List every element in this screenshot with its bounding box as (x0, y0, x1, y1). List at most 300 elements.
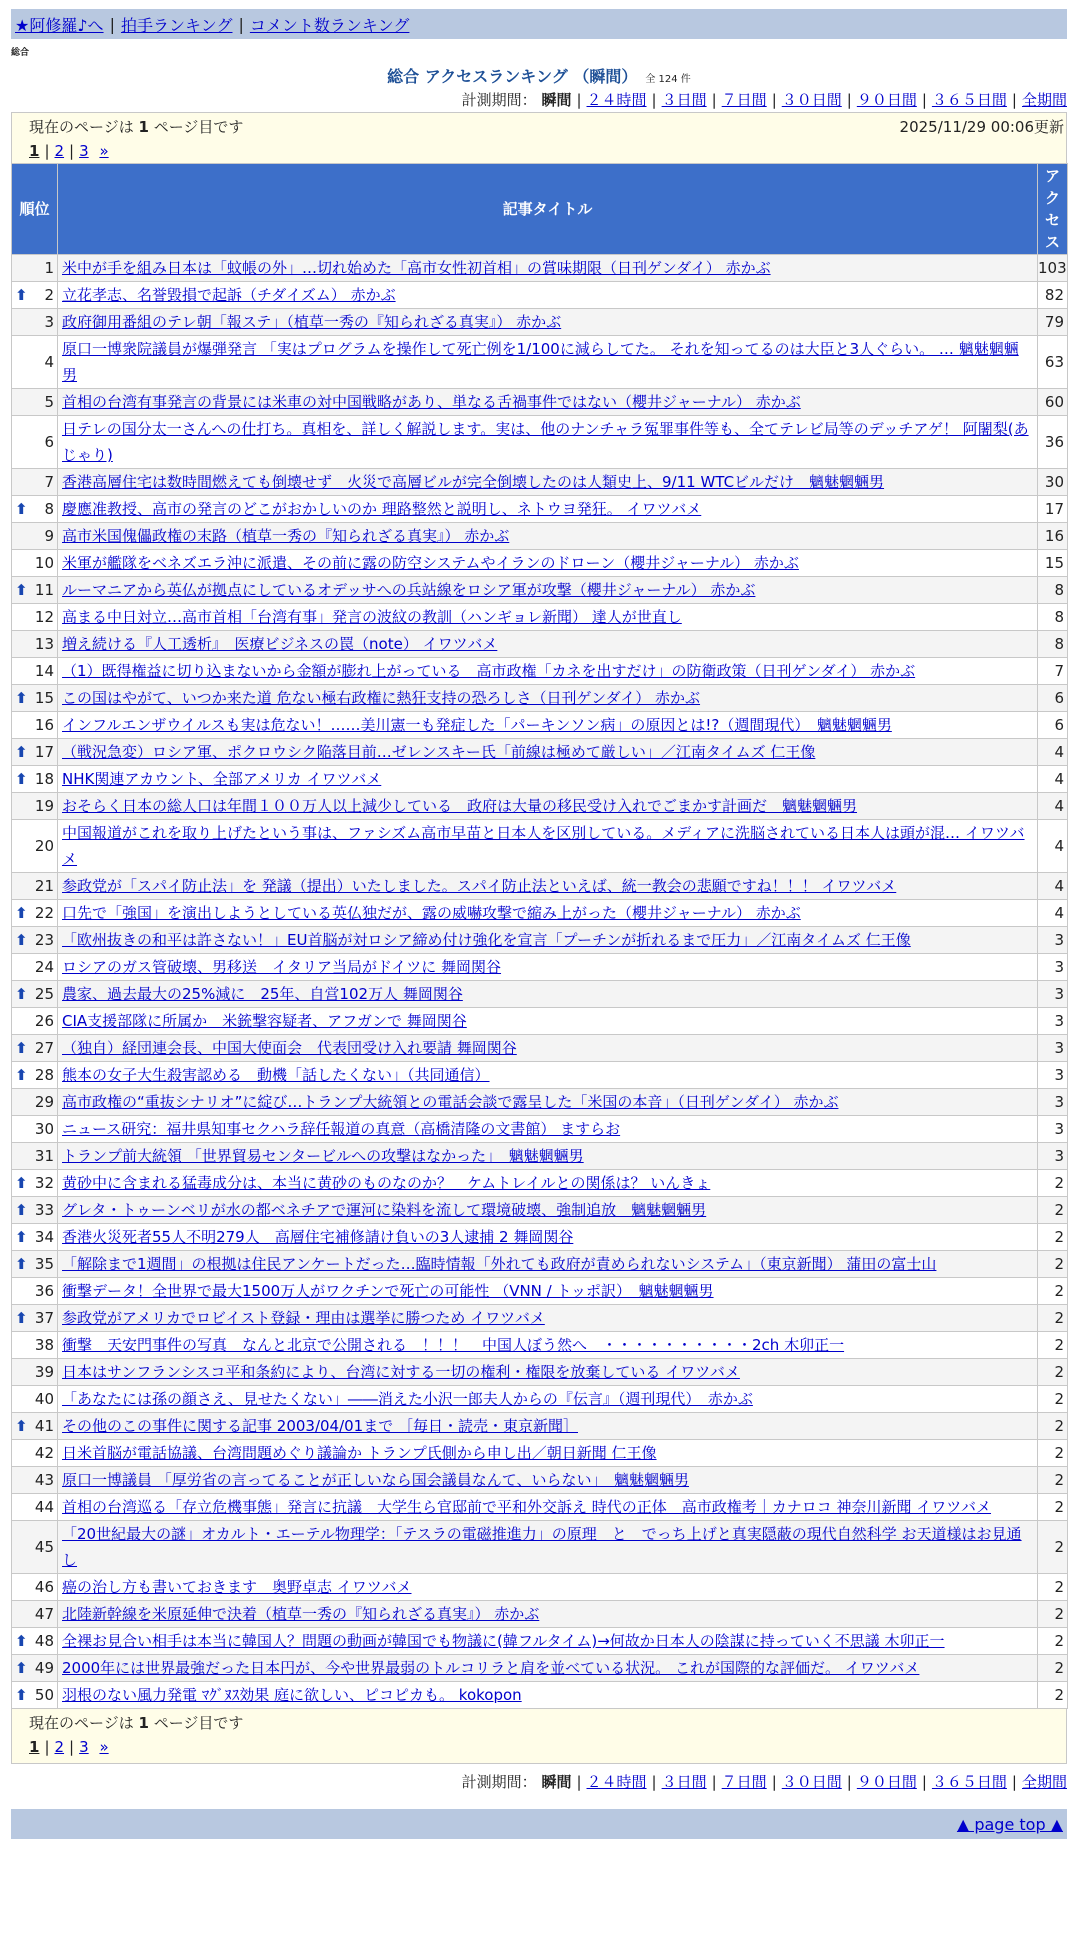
updated-timestamp: 2025/11/29 00:06更新 (899, 118, 1064, 136)
rank-cell (12, 1440, 58, 1467)
page-link[interactable]: 3 (79, 142, 89, 160)
rank-cell (12, 1143, 58, 1170)
article-title-link[interactable]: 日米首脳が電話協議、台湾問題めぐり議論か トランプ氏側から申し出／朝日新聞 仁王像 (62, 1444, 657, 1462)
rank-cell (12, 577, 58, 604)
rank-number: 16 (34, 716, 54, 734)
period-separator: | (1011, 1773, 1017, 1791)
rank-cell (12, 1062, 58, 1089)
table-row (12, 900, 1068, 927)
article-title-link[interactable]: 日テレの国分太一さんへの仕打ち。真相を、詳しく解説します。実は、他のナンチャラ冤罪事件等も、全てテレビ局等のデッチアゲ！ 阿闍梨(あじゃり) (62, 420, 1029, 464)
rank-cell (12, 1089, 58, 1116)
page-current[interactable]: 1 (29, 1738, 40, 1756)
title-cell (58, 1278, 1038, 1305)
table-row (12, 1305, 1068, 1332)
access-count: 2 (1038, 1197, 1068, 1224)
table-row (12, 309, 1068, 336)
title-cell (58, 309, 1038, 336)
period-link[interactable]: 全期間 (1021, 1773, 1067, 1791)
table-row (12, 1278, 1068, 1305)
rank-number: 27 (34, 1039, 54, 1057)
rank-cell (12, 873, 58, 900)
table-row (12, 1682, 1068, 1709)
up-arrow-icon: ⬆ (15, 1309, 28, 1327)
article-title-link[interactable]: 参政党が「スパイ防止法」を 発議（提出）いたしました。スパイ防止法といえば、統一教会の悲願ですね！！！ イワツバメ (62, 877, 897, 895)
page-title (11, 66, 1067, 88)
up-arrow-icon: ⬆ (15, 581, 28, 599)
rank-cell (12, 336, 58, 389)
title-cell (58, 927, 1038, 954)
title-cell (58, 1628, 1038, 1655)
table-row (12, 1251, 1068, 1278)
page-link[interactable]: 2 (54, 1738, 65, 1756)
table-row (12, 577, 1068, 604)
rank-cell (12, 900, 58, 927)
article-title-link[interactable]: （独自）経団連会長、中国大使面会 代表団受け入れ要請 舞岡関谷 (62, 1039, 517, 1057)
access-count: 3 (1038, 927, 1068, 954)
title-cell (58, 900, 1038, 927)
access-count: 3 (1038, 1089, 1068, 1116)
table-row (12, 1574, 1068, 1601)
rank-cell (12, 1251, 58, 1278)
rank-cell (12, 981, 58, 1008)
article-title-link[interactable]: 中国報道がこれを取り上げたという事は、ファシズム高市早苗と日本人を区別している。メディアに洗脳されている日本人は頭が混… イワツバメ (62, 824, 1025, 868)
article-title-link[interactable]: 北陸新幹線を米原延伸で決着（植草一秀の『知られざる真実』） 赤かぶ (62, 1605, 540, 1623)
title-cell (58, 873, 1038, 900)
period-label: 計測期間： (461, 1773, 537, 1791)
rank-number: 9 (44, 527, 54, 545)
table-row (12, 1062, 1068, 1089)
rank-number: 20 (34, 837, 54, 855)
rank-number: 22 (34, 904, 54, 922)
rank-number: 38 (34, 1336, 54, 1354)
up-arrow-icon: ⬆ (15, 770, 28, 788)
period-link[interactable]: ２４時間 (586, 91, 647, 109)
rank-number: 3 (44, 313, 54, 331)
table-row (12, 1089, 1068, 1116)
title-cell (58, 1359, 1038, 1386)
access-count: 36 (1038, 416, 1068, 469)
article-title-link[interactable]: 癌の治し方も書いておきます 奥野卓志 イワツバメ (62, 1578, 412, 1596)
rank-number: 47 (34, 1605, 54, 1623)
article-title-link[interactable]: 「あなたには孫の顔さえ、見せたくない」――消えた小沢一郎夫人からの『伝言』（週刊現代） 赤かぶ (62, 1390, 753, 1408)
article-title-link[interactable]: ルーマニアから英仏が拠点にしているオデッサへの兵站線をロシア軍が攻撃（櫻井ジャーナル） 赤かぶ (62, 581, 756, 599)
page-current[interactable]: 1 (29, 142, 40, 160)
page-info-footer (11, 1709, 1067, 1764)
rank-cell (12, 1278, 58, 1305)
table-row (12, 1628, 1068, 1655)
article-title-link[interactable]: 日本はサンフランシスコ平和条約により、台湾に対する一切の権利・権限を放棄している イワツバメ (62, 1363, 740, 1381)
page-link[interactable]: 3 (79, 1738, 89, 1756)
rank-cell (12, 712, 58, 739)
rank-cell (12, 389, 58, 416)
access-count: 2 (1038, 1601, 1068, 1628)
clap-ranking-link[interactable]: 拍手ランキング (120, 15, 233, 35)
table-row (12, 389, 1068, 416)
rank-cell (12, 631, 58, 658)
up-arrow-icon: ⬆ (15, 1417, 28, 1435)
article-title-link[interactable]: 香港高層住宅は数時間燃えても倒壊せず 火災で高層ビルが完全倒壊したのは人類史上、9/11 WTCビルだけ 魑魅魍魎男 (62, 473, 885, 491)
total-count: 全 124 件 (645, 74, 691, 85)
period-current: 瞬間 (541, 1773, 572, 1791)
table-row (12, 336, 1068, 389)
article-title-link[interactable]: トランプ前大統領 「世界貿易センタービルへの攻撃はなかった」 魑魅魍魎男 (62, 1147, 584, 1165)
rank-number: 46 (34, 1578, 54, 1596)
table-row (12, 685, 1068, 712)
article-title-link[interactable]: （1）既得権益に切り込まないから金額が膨れ上がっている 高市政権「カネを出すだけ」の防衛政策（日刊ゲンダイ） 赤かぶ (62, 662, 916, 680)
page-info-box (11, 112, 1067, 163)
table-row (12, 1521, 1068, 1574)
access-count: 3 (1038, 981, 1068, 1008)
rank-number: 23 (34, 931, 54, 949)
rank-number: 8 (44, 500, 54, 518)
table-row (12, 712, 1068, 739)
table-row (12, 1440, 1068, 1467)
rank-cell (12, 1494, 58, 1521)
article-title-link[interactable]: 全裸お見合い相手は本当に韓国人？問題の動画が韓国でも物議に(韓フルタイム)→何故か日本人の陰謀に持っていく不思議 木卯正一 (62, 1632, 945, 1650)
title-cell (58, 1035, 1038, 1062)
access-count: 79 (1038, 309, 1068, 336)
article-title-link[interactable]: 高市米国傀儡政権の末路（植草一秀の『知られざる真実』） 赤かぶ (62, 527, 510, 545)
table-row (12, 550, 1068, 577)
title-cell (58, 793, 1038, 820)
period-separator: | (771, 91, 777, 109)
up-arrow-icon: ⬆ (15, 1659, 28, 1677)
period-separator: | (771, 1773, 777, 1791)
article-title-link[interactable]: 衝撃データ！全世界で最大1500万人がワクチンで死亡の可能性 （VNN / トッポ訳） 魑魅魍魎男 (62, 1282, 714, 1300)
up-arrow-icon: ⬆ (15, 1201, 28, 1219)
article-title-link[interactable]: 「解除まで1週間」の根拠は住民アンケートだった…臨時情報「外れても政府が責められないシステム」（東京新聞） 蒲田の富士山 (62, 1255, 937, 1273)
article-title-link[interactable]: その他のこの事件に関する記事 2003/04/01まで ［毎日・読売・東京新聞］ (62, 1417, 578, 1435)
period-separator: | (576, 91, 582, 109)
rank-number: 6 (44, 433, 54, 451)
title-cell (58, 1197, 1038, 1224)
title-cell (58, 1224, 1038, 1251)
title-cell (58, 1440, 1038, 1467)
access-count: 63 (1038, 336, 1068, 389)
table-row (12, 469, 1068, 496)
rank-number: 35 (34, 1255, 54, 1273)
table-row (12, 604, 1068, 631)
rank-cell (12, 550, 58, 577)
table-row (12, 416, 1068, 469)
access-count: 103 (1038, 255, 1068, 282)
access-count: 3 (1038, 1116, 1068, 1143)
table-row (12, 1170, 1068, 1197)
page-separator: | (44, 142, 50, 160)
rank-number: 7 (44, 473, 54, 491)
title-cell (58, 685, 1038, 712)
period-selector (11, 88, 1067, 112)
title-cell (58, 416, 1038, 469)
article-title-link[interactable]: 高市政権の“重抜シナリオ”に綻び…トランプ大統領との電話会談で露呈した「米国の本音」（日刊ゲンダイ） 赤かぶ (62, 1093, 839, 1111)
article-title-link[interactable]: 首相の台湾有事発言の背景には米車の対中国戦略があり、単なる舌禍事件ではない（櫻井ジャーナル） 赤かぶ (62, 393, 801, 411)
access-count: 3 (1038, 1035, 1068, 1062)
period-separator: | (846, 1773, 852, 1791)
rank-number: 4 (44, 353, 54, 371)
rank-cell (12, 766, 58, 793)
access-count: 4 (1038, 739, 1068, 766)
article-title-link[interactable]: 「欧州抜きの和平は許さない！」EU首脳が対ロシア締め付け強化を宣言「プーチンが折れるまで圧力」／江南タイムズ 仁王像 (62, 931, 911, 949)
rank-cell (12, 604, 58, 631)
rank-number: 34 (34, 1228, 54, 1246)
current-page-text: 現在のページは 1 ページ目です (29, 1714, 244, 1732)
title-cell (58, 1601, 1038, 1628)
access-count: 2 (1038, 1170, 1068, 1197)
article-title-link[interactable]: 高まる中日対立…高市首相「台湾有事」発言の波紋の教訓（ハンギョレ新聞） 達人が世直し (62, 608, 682, 626)
table-row (12, 1008, 1068, 1035)
table-row (12, 1467, 1068, 1494)
article-title-link[interactable]: 羽根のない風力発電 ﾏｸﾞﾇｽ効果 庭に欲しい、ピコピカも。 kokopon (62, 1686, 522, 1704)
period-link[interactable]: ７日間 (721, 1773, 767, 1791)
period-link[interactable]: ３０日間 (781, 1773, 842, 1791)
access-count: 2 (1038, 1655, 1068, 1682)
title-cell (58, 389, 1038, 416)
rank-cell (12, 309, 58, 336)
page-next-link[interactable]: » (99, 142, 109, 160)
rank-cell (12, 1574, 58, 1601)
rank-number: 48 (34, 1632, 54, 1650)
page-top-link[interactable]: ▲ page top ▲ (956, 1814, 1063, 1834)
rank-cell (12, 954, 58, 981)
access-count: 4 (1038, 766, 1068, 793)
access-count: 15 (1038, 550, 1068, 577)
article-title-link[interactable]: 熊本の女子大生殺害認める 動機「話したくない」（共同通信） (62, 1066, 490, 1084)
title-header: 記事タイトル (58, 164, 1038, 255)
table-row (12, 1224, 1068, 1251)
access-count: 2 (1038, 1628, 1068, 1655)
period-link[interactable]: ３６５日間 (931, 91, 1007, 109)
period-link[interactable]: ３日間 (661, 1773, 707, 1791)
table-row (12, 954, 1068, 981)
article-title-link[interactable]: 2000年には世界最強だった日本円が、今や世界最弱のトルコリラと肩を並べている状況。 これが国際的な評価だ。 イワツバメ (62, 1659, 920, 1677)
nav-separator: | (109, 14, 115, 34)
access-count: 4 (1038, 900, 1068, 927)
article-title-link[interactable]: 政府御用番組のテレ朝「報ステ」（植草一秀の『知られざる真実』） 赤かぶ (62, 313, 562, 331)
bottom-bar (11, 1809, 1067, 1839)
access-count: 4 (1038, 820, 1068, 873)
rank-number: 19 (34, 797, 54, 815)
period-separator: | (921, 91, 927, 109)
access-count: 2 (1038, 1494, 1068, 1521)
home-link[interactable]: ★阿修羅♪へ (15, 15, 104, 35)
up-arrow-icon: ⬆ (15, 1686, 28, 1704)
rank-cell (12, 927, 58, 954)
article-title-link[interactable]: （戦況急変）ロシア軍、ポクロウシク陥落目前…ゼレンスキー氏「前線は極めて厳しい」／江南タイムズ 仁王像 (62, 743, 816, 761)
access-count: 30 (1038, 469, 1068, 496)
rank-cell (12, 523, 58, 550)
page-next-link[interactable]: » (99, 1738, 109, 1756)
period-separator: | (1011, 91, 1017, 109)
rank-number: 43 (34, 1471, 54, 1489)
table-row (12, 1116, 1068, 1143)
title-cell (58, 739, 1038, 766)
article-title-link[interactable]: 立花孝志、名誉毀損で起訴（チダイズム） 赤かぶ (62, 286, 396, 304)
rank-cell (12, 1197, 58, 1224)
rank-cell (12, 1521, 58, 1574)
article-title-link[interactable]: 衝撃 天安門事件の写真 なんと北京で公開される ！！！ 中国人ぼう然へ ・・・・・・・・・・2ch 木卯正一 (62, 1336, 845, 1354)
rank-number: 10 (34, 554, 54, 572)
title-cell (58, 658, 1038, 685)
access-count: 60 (1038, 389, 1068, 416)
article-title-link[interactable]: インフルエンザウイルスも実は危ない！……美川憲一も発症した「パーキンソン病」の原因とは!?（週間現代） 魑魅魍魎男 (62, 716, 892, 734)
period-link[interactable]: ２４時間 (586, 1773, 647, 1791)
article-title-link[interactable]: 参政党がアメリカでロビイスト登録・理由は選挙に勝つため イワツバメ (62, 1309, 545, 1327)
up-arrow-icon: ⬆ (15, 286, 28, 304)
rank-number: 25 (34, 985, 54, 1003)
period-link[interactable]: ３日間 (661, 91, 707, 109)
pagination (29, 139, 1064, 163)
table-row (12, 1143, 1068, 1170)
title-cell (58, 282, 1038, 309)
up-arrow-icon: ⬆ (15, 689, 28, 707)
access-count: 2 (1038, 1682, 1068, 1709)
rank-number: 31 (34, 1147, 54, 1165)
nav-separator: | (238, 14, 244, 34)
article-title-link[interactable]: 慶應准教授、高市の発言のどこがおかしいのか 理路整然と説明し、ネトウヨ発狂。 イワツバメ (62, 500, 702, 518)
article-title-link[interactable]: 香港火災死者55人不明279人 高層住宅補修請け負いの3人逮捕 2 舞岡関谷 (62, 1228, 574, 1246)
title-cell (58, 1574, 1038, 1601)
article-title-link[interactable]: NHK関連アカウント、全部アメリカ イワツバメ (62, 770, 382, 788)
up-arrow-icon: ⬆ (15, 1039, 28, 1057)
table-row (12, 255, 1068, 282)
rank-number: 18 (34, 770, 54, 788)
title-cell (58, 523, 1038, 550)
rank-number: 39 (34, 1363, 54, 1381)
title-cell (58, 1655, 1038, 1682)
period-link[interactable]: ３０日間 (781, 91, 842, 109)
access-count: 3 (1038, 954, 1068, 981)
table-row (12, 873, 1068, 900)
article-title-link[interactable]: 「20世紀最大の謎」オカルト・エーテル物理学：「テスラの電磁推進力」の原理 と でっち上げと真実隠蔽の現代自然科学 お天道様はお見通し (62, 1525, 1022, 1569)
title-cell (58, 766, 1038, 793)
period-link[interactable]: ７日間 (721, 91, 767, 109)
title-cell (58, 1116, 1038, 1143)
title-cell (58, 255, 1038, 282)
access-count: 3 (1038, 1008, 1068, 1035)
access-count: 6 (1038, 712, 1068, 739)
period-link[interactable]: ９０日間 (856, 1773, 917, 1791)
rank-number: 50 (34, 1686, 54, 1704)
period-link[interactable]: 全期間 (1021, 91, 1067, 109)
rank-cell (12, 1170, 58, 1197)
rank-cell (12, 685, 58, 712)
article-title-link[interactable]: 原口一博議員 「厚労省の言ってることが正しいなら国会議員なんて、いらない」 魑魅魍魎男 (62, 1471, 689, 1489)
page (11, 9, 1067, 1839)
table-row (12, 1494, 1068, 1521)
article-title-link[interactable]: ニュース研究：福井県知事セクハラ辞任報道の真意（高橋清隆の文書館） ますらお (62, 1120, 621, 1138)
article-title-link[interactable]: CIA支援部隊に所属か 米銃撃容疑者、アフガンで 舞岡関谷 (62, 1012, 467, 1030)
rank-number: 24 (34, 958, 54, 976)
period-link[interactable]: ９０日間 (856, 91, 917, 109)
period-separator: | (651, 1773, 657, 1791)
up-arrow-icon: ⬆ (15, 500, 28, 518)
title-cell (58, 604, 1038, 631)
access-count: 8 (1038, 631, 1068, 658)
article-title-link[interactable]: ロシアのガス管破壊、男移送 イタリア当局がドイツに 舞岡関谷 (62, 958, 502, 976)
access-count: 2 (1038, 1224, 1068, 1251)
comment-ranking-link[interactable]: コメント数ランキング (249, 15, 410, 35)
rank-number: 13 (34, 635, 54, 653)
up-arrow-icon: ⬆ (15, 743, 28, 761)
title-cell (58, 1008, 1038, 1035)
article-title-link[interactable]: グレタ・トゥーンベリが水の都ベネチアで運河に染料を流して環境破壊、強制追放 魑魅魍魎男 (62, 1201, 707, 1219)
article-title-link[interactable]: 口先で「強国」を演出しようとしている英仏独だが、露の威嚇攻撃で縮み上がった（櫻井ジャーナル） 赤かぶ (62, 904, 801, 922)
access-count: 17 (1038, 496, 1068, 523)
page-link[interactable]: 2 (54, 142, 65, 160)
rank-cell (12, 255, 58, 282)
table-row (12, 927, 1068, 954)
title-cell (58, 1089, 1038, 1116)
access-header: アクセス (1038, 164, 1068, 255)
access-count: 2 (1038, 1305, 1068, 1332)
ranking-title: 総合 アクセスランキング （瞬間） (387, 67, 638, 86)
article-title-link[interactable]: 農家、過去最大の25%減に 25年、自営102万人 舞岡関谷 (62, 985, 463, 1003)
article-title-link[interactable]: 米軍が艦隊をベネズエラ沖に派遣、その前に露の防空システムやイランのドローン（櫻井ジャーナル） 赤かぶ (62, 554, 799, 572)
up-arrow-icon: ⬆ (15, 1228, 28, 1246)
rank-number: 1 (44, 259, 54, 277)
table-row (12, 820, 1068, 873)
rank-number: 28 (34, 1066, 54, 1084)
rank-number: 49 (34, 1659, 54, 1677)
rank-cell (12, 1008, 58, 1035)
article-title-link[interactable]: この国はやがて、いつか来た道 危ない極右政権に熱狂支持の恐ろしさ（日刊ゲンダイ） 赤かぶ (62, 689, 701, 707)
access-count: 2 (1038, 1359, 1068, 1386)
rank-number: 29 (34, 1093, 54, 1111)
table-row (12, 658, 1068, 685)
access-count: 2 (1038, 1386, 1068, 1413)
article-title-link[interactable]: 黄砂中に含まれる猛毒成分は、本当に黄砂のものなのか？ ケムトレイルとの関係は？ いんきょ (62, 1174, 711, 1192)
article-title-link[interactable]: おそらく日本の総人口は年間１００万人以上減少している 政府は大量の移民受け入れでごまかす計画だ 魑魅魍魎男 (62, 797, 858, 815)
rank-number: 40 (34, 1390, 54, 1408)
page-separator: | (69, 142, 75, 160)
access-count: 8 (1038, 604, 1068, 631)
rank-cell (12, 496, 58, 523)
article-title-link[interactable]: 増え続ける『人工透析』 医療ビジネスの罠（note） イワツバメ (62, 635, 498, 653)
period-link[interactable]: ３６５日間 (931, 1773, 1007, 1791)
title-cell (58, 1062, 1038, 1089)
title-cell (58, 550, 1038, 577)
rank-cell (12, 1467, 58, 1494)
article-title-link[interactable]: 原口一博衆院議員が爆弾発言 「実はプログラムを操作して死亡例を1/100に減らしてた。 それを知ってるのは大臣と3人ぐらい。 … 魑魅魍魎男 (62, 340, 1019, 384)
rank-cell (12, 1305, 58, 1332)
article-title-link[interactable]: 米中が手を組み日本は「蚊帳の外」…切れ始めた「高市女性初首相」の賞味期限（日刊ゲンダイ） 赤かぶ (62, 259, 771, 277)
title-cell (58, 1521, 1038, 1574)
rank-cell (12, 1655, 58, 1682)
access-count: 2 (1038, 1521, 1068, 1574)
rank-cell (12, 282, 58, 309)
up-arrow-icon: ⬆ (15, 985, 28, 1003)
table-row (12, 1413, 1068, 1440)
period-separator: | (711, 1773, 717, 1791)
access-count: 2 (1038, 1278, 1068, 1305)
access-count: 2 (1038, 1574, 1068, 1601)
rank-cell (12, 1035, 58, 1062)
top-nav-bar (11, 9, 1067, 39)
period-separator: | (651, 91, 657, 109)
period-label: 計測期間： (461, 91, 537, 109)
rank-cell (12, 1682, 58, 1709)
rank-number: 33 (34, 1201, 54, 1219)
title-cell (58, 577, 1038, 604)
access-count: 2 (1038, 1251, 1068, 1278)
article-title-link[interactable]: 首相の台湾巡る「存立危機事態」発言に抗議 大学生ら官邸前で平和外交訴え 時代の正体 高市政権考｜カナロコ 神奈川新聞 イワツバメ (62, 1498, 992, 1516)
table-row (12, 766, 1068, 793)
table-row (12, 981, 1068, 1008)
rank-number: 5 (44, 393, 54, 411)
title-cell (58, 469, 1038, 496)
category-label: 総合 (11, 48, 30, 58)
period-selector (11, 1770, 1067, 1794)
